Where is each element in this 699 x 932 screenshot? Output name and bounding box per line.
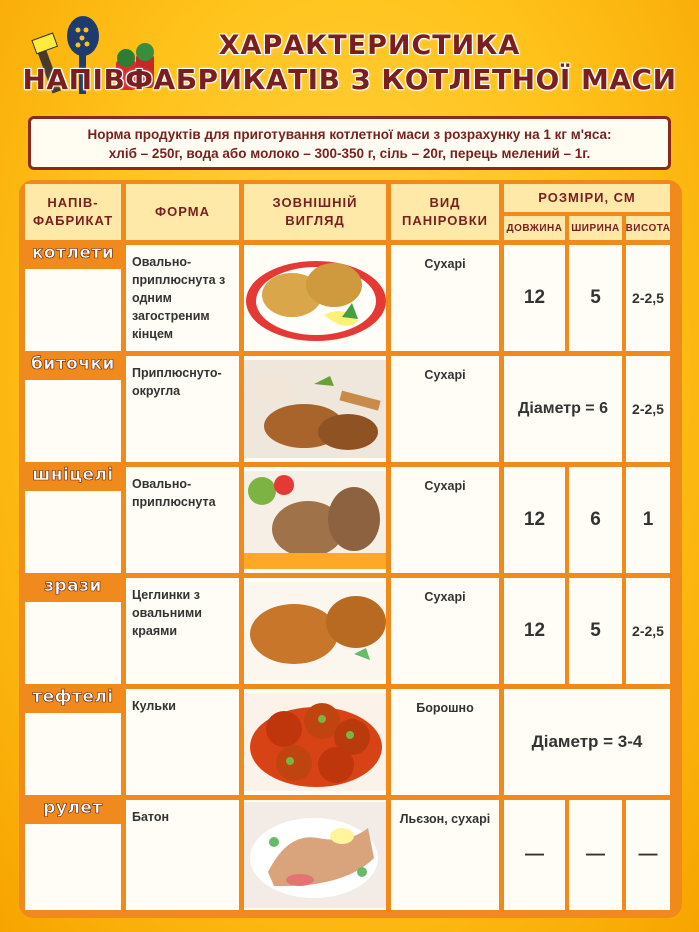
- header-form: [126, 184, 239, 240]
- row-name: тефтелі: [25, 687, 121, 711]
- row-name-blank: [25, 602, 121, 684]
- row-photo-cell: [244, 578, 386, 684]
- characteristics-table: [19, 180, 682, 918]
- row-breading: Борошно: [391, 689, 499, 795]
- header-breading: [391, 184, 499, 240]
- header-form-label: ФОРМА: [155, 204, 210, 219]
- header-length: [504, 216, 565, 240]
- row-form: Овально-приплюснута з одним загостреним кінцем: [126, 245, 239, 351]
- roulade-photo-icon: [244, 802, 386, 908]
- row-length: 12: [504, 245, 565, 351]
- row-photo-cell: [244, 800, 386, 910]
- row-width: 5: [569, 578, 622, 684]
- row-diameter: Діаметр = 6: [504, 356, 622, 462]
- zrazy-photo-icon: [244, 582, 386, 680]
- row-form: Овально-приплюснута: [126, 467, 239, 573]
- row-form: Приплюснуто-округла: [126, 356, 239, 462]
- meatballs-photo-icon: [244, 693, 386, 791]
- row-height: 2-2,5: [626, 245, 670, 351]
- header-product: [25, 184, 121, 240]
- row-form: Кульки: [126, 689, 239, 795]
- header-width-label: ШИРИНА: [571, 222, 620, 234]
- row-breading: Сухарі: [391, 356, 499, 462]
- norm-line-1: Норма продуктів для приготування котлетної маси з розрахунку на 1 кг м'яса:: [87, 127, 612, 142]
- row-width: 5: [569, 245, 622, 351]
- row-name: шніцелі: [25, 465, 121, 489]
- header-height-label: ВИСОТА: [625, 222, 671, 234]
- row-width: —: [569, 800, 622, 910]
- row-photo-cell: [244, 245, 386, 351]
- row-name: зрази: [25, 576, 121, 600]
- row-height: 2-2,5: [626, 578, 670, 684]
- row-height: —: [626, 800, 670, 910]
- header-length-label: ДОВЖИНА: [506, 222, 563, 234]
- header-appearance: [244, 184, 386, 240]
- row-name: биточки: [25, 354, 121, 378]
- bitochki-photo-icon: [244, 360, 386, 458]
- row-width: 6: [569, 467, 622, 573]
- header-product-label: НАПІВ-ФАБРИКАТ: [33, 195, 114, 228]
- row-name: котлети: [25, 243, 121, 267]
- row-photo-cell: [244, 689, 386, 795]
- row-name: рулет: [25, 798, 121, 822]
- schnitzel-photo-icon: [244, 471, 386, 569]
- row-height: 1: [626, 467, 670, 573]
- row-photo-cell: [244, 467, 386, 573]
- row-name-blank: [25, 824, 121, 910]
- row-height: 2-2,5: [626, 356, 670, 462]
- row-length: —: [504, 800, 565, 910]
- row-form: Цеглинки з овальними краями: [126, 578, 239, 684]
- row-breading: Льєзон, сухарі: [391, 800, 499, 910]
- header-height: [626, 216, 670, 240]
- cutlets-photo-icon: [244, 253, 386, 343]
- row-photo-cell: [244, 356, 386, 462]
- poster-title: [0, 30, 699, 96]
- row-length: 12: [504, 578, 565, 684]
- row-breading: Сухарі: [391, 245, 499, 351]
- header-appearance-label: ЗОВНІШНІЙ ВИГЛЯД: [272, 195, 358, 228]
- title-line-2: НАПІВФАБРИКАТІВ З КОТЛЕТНОЇ МАСИ: [22, 63, 677, 96]
- row-name-blank: [25, 491, 121, 573]
- row-breading: Сухарі: [391, 578, 499, 684]
- row-name-blank: [25, 380, 121, 462]
- row-breading: Сухарі: [391, 467, 499, 573]
- row-name-blank: [25, 269, 121, 351]
- row-diameter: Діаметр = 3-4: [504, 689, 670, 795]
- header-sizes: [504, 184, 670, 212]
- row-name-blank: [25, 713, 121, 795]
- row-form: Батон: [126, 800, 239, 910]
- title-line-1: ХАРАКТЕРИСТИКА: [218, 30, 521, 61]
- norm-line-2: хліб – 250г, вода або молоко – 300-350 г, сіль – 20г, перець мелений – 1г.: [108, 146, 591, 161]
- header-breading-label: ВИД ПАНІРОВКИ: [401, 195, 488, 228]
- header-width: [569, 216, 622, 240]
- row-length: 12: [504, 467, 565, 573]
- header-sizes-label: РОЗМІРИ, СМ: [538, 190, 636, 205]
- norm-box: [28, 116, 671, 170]
